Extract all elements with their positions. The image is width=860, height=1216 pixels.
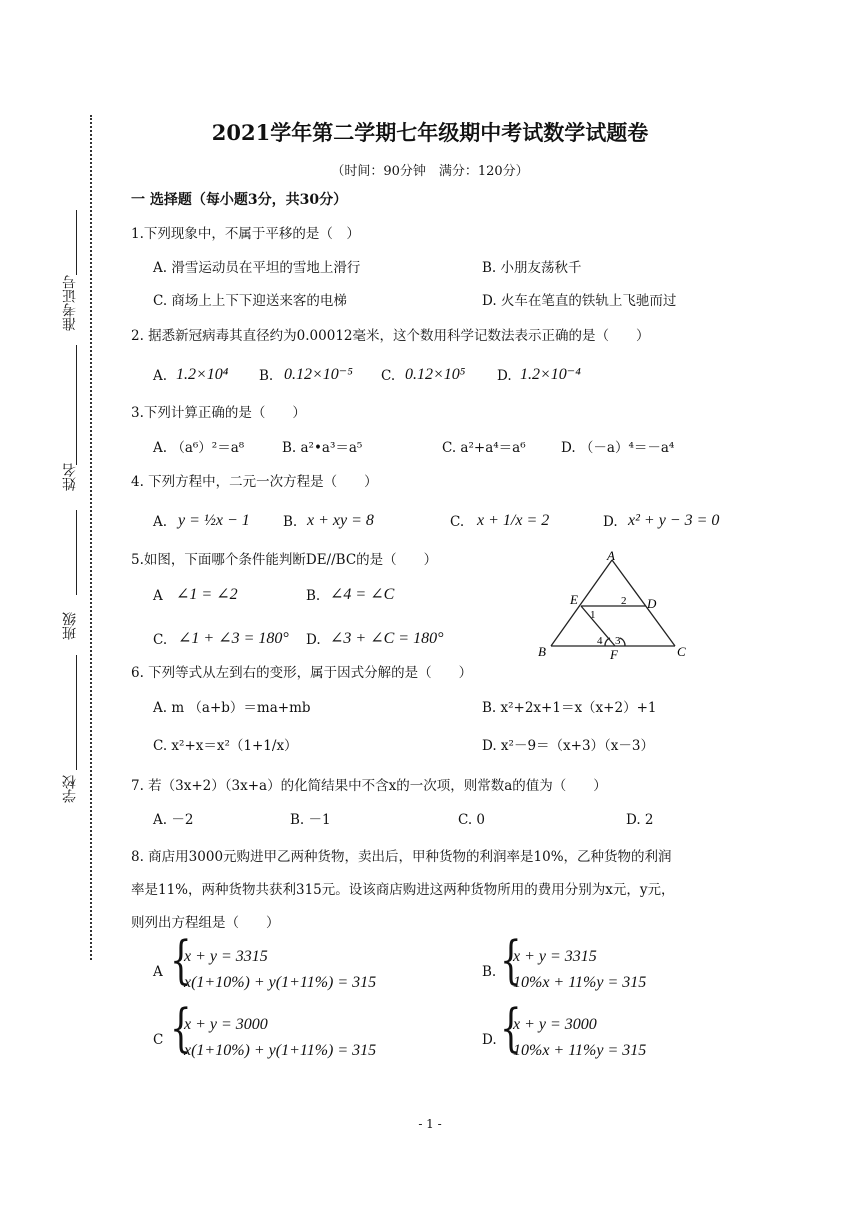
figure-label-b: B bbox=[538, 644, 546, 659]
q7-option-a: A. －2 bbox=[153, 812, 194, 828]
figure-label-f: F bbox=[610, 647, 618, 662]
q7-option-b: B. －1 bbox=[290, 812, 331, 828]
q3-stem: 3.下列计算正确的是（ ） bbox=[131, 405, 306, 421]
q4-option-d: x² + y − 3 = 0 bbox=[628, 512, 720, 529]
q2-option-d: 1.2×10⁻⁴ bbox=[520, 366, 581, 383]
q1-option-b: B. 小朋友荡秋千 bbox=[482, 260, 582, 276]
figure-label-e: E bbox=[570, 592, 578, 607]
q8-option-b-brace: { bbox=[500, 931, 522, 991]
q4-stem: 4. 下列方程中，二元一次方程是（ ） bbox=[131, 474, 378, 490]
q7-option-d: D. 2 bbox=[626, 812, 654, 828]
q8-option-a-eq1: x + y = 3315 bbox=[184, 948, 268, 965]
q8-option-a-label: A bbox=[153, 964, 163, 980]
figure-label-a: A bbox=[607, 550, 615, 563]
q7-option-c: C. 0 bbox=[458, 812, 486, 828]
exam-info: （时间：90分钟 满分：120分） bbox=[331, 164, 529, 179]
q3-option-b: B. a²•a³＝a⁵ bbox=[282, 440, 363, 456]
q2-option-a-label: A. bbox=[153, 368, 168, 384]
q4-option-c: x + 1/x = 2 bbox=[477, 512, 550, 529]
q2-option-c: 0.12×10⁵ bbox=[405, 366, 466, 383]
q5-option-b-label: B. bbox=[306, 588, 321, 604]
q2-option-b-label: B. bbox=[259, 368, 274, 384]
q3-option-c: C. a²+a⁴＝a⁶ bbox=[442, 440, 526, 456]
q8-option-c-brace: { bbox=[170, 999, 192, 1059]
q8-option-c-eq2: x(1+10%) + y(1+11%) = 315 bbox=[184, 1042, 377, 1059]
school-blank-top bbox=[76, 655, 77, 770]
q8-option-d-brace: { bbox=[500, 999, 522, 1059]
figure-angle-2: 2 bbox=[621, 595, 627, 607]
q8-option-d-eq2: 10%x + 11%y = 315 bbox=[513, 1042, 647, 1059]
figure-angle-3: 3 bbox=[615, 635, 621, 647]
q2-option-d-label: D. bbox=[497, 368, 512, 384]
q2-stem: 2. 据悉新冠病毒其直径约为0.00012毫米，这个数用科学记数法表示正确的是（ ） bbox=[131, 328, 650, 344]
q3-option-d: D. （－a）⁴＝－a⁴ bbox=[561, 440, 675, 456]
class-blank-top bbox=[76, 510, 77, 595]
q4-option-b: x + xy = 8 bbox=[307, 512, 374, 529]
q4-option-d-label: D. bbox=[603, 514, 618, 530]
q5-option-d: ∠3 + ∠C = 180° bbox=[330, 630, 444, 647]
q8-option-a-eq2: x(1+10%) + y(1+11%) = 315 bbox=[184, 974, 377, 991]
q8-stem-line1: 8. 商店用3000元购进甲乙两种货物，卖出后，甲种货物的利润率是10%，乙种货物的利润 bbox=[131, 849, 672, 865]
figure-angle-4: 4 bbox=[597, 635, 603, 647]
figure-label-d: D bbox=[647, 596, 657, 611]
q4-option-c-label: C. bbox=[450, 514, 465, 530]
q1-option-a: A. 滑雪运动员在平坦的雪地上滑行 bbox=[153, 260, 361, 276]
q1-option-c: C. 商场上上下下迎送来客的电梯 bbox=[153, 293, 347, 309]
q6-option-d: D. x²－9＝（x+3）（x－3） bbox=[482, 738, 655, 754]
sidebar-label-class: 班级 bbox=[62, 612, 78, 640]
q5-option-c-label: C. bbox=[153, 632, 168, 648]
q2-option-b: 0.12×10⁻⁵ bbox=[284, 366, 353, 383]
q8-option-b-label: B. bbox=[482, 964, 497, 980]
q8-stem-line3: 则列出方程组是（ ） bbox=[131, 915, 280, 931]
name-blank-top bbox=[76, 345, 77, 465]
q6-option-a: A. m （a+b）＝ma+mb bbox=[153, 700, 311, 716]
q1-option-d: D. 火车在笔直的铁轨上飞驰而过 bbox=[482, 293, 677, 309]
q8-option-a-brace: { bbox=[170, 931, 192, 991]
q8-option-b-eq2: 10%x + 11%y = 315 bbox=[513, 974, 647, 991]
q5-stem: 5.如图，下面哪个条件能判断DE//BC的是（ ） bbox=[131, 552, 438, 568]
section-title: 一 选择题（每小题3分，共30分） bbox=[131, 192, 348, 208]
q6-option-c: C. x²+x＝x²（1+1/x） bbox=[153, 738, 298, 754]
q5-option-c: ∠1 + ∠3 = 180° bbox=[178, 630, 289, 647]
q8-option-d-eq1: x + y = 3000 bbox=[513, 1016, 597, 1033]
q5-option-a: ∠1 = ∠2 bbox=[176, 586, 238, 603]
q4-option-b-label: B. bbox=[283, 514, 298, 530]
q1-stem: 1.下列现象中，不属于平移的是（ ） bbox=[131, 226, 360, 242]
q3-option-a: A. （a⁶）²＝a⁸ bbox=[153, 440, 245, 456]
exam-number-blank bbox=[76, 210, 77, 275]
q2-option-a: 1.2×10⁴ bbox=[176, 366, 229, 383]
q5-option-b: ∠4 = ∠C bbox=[330, 586, 395, 603]
q2-option-c-label: C. bbox=[381, 368, 396, 384]
q5-option-d-label: D. bbox=[306, 632, 321, 648]
q6-stem: 6. 下列等式从左到右的变形，属于因式分解的是（ ） bbox=[131, 665, 473, 681]
q8-option-d-label: D. bbox=[482, 1032, 497, 1048]
page-number: - 1 - bbox=[418, 1117, 442, 1131]
sidebar-label-name: 姓名 bbox=[62, 463, 78, 491]
q4-option-a-label: A. bbox=[153, 514, 168, 530]
q5-option-a-label: A bbox=[153, 588, 163, 604]
q8-option-b-eq1: x + y = 3315 bbox=[513, 948, 597, 965]
q8-stem-line2: 率是11%，两种货物共获利315元。设该商店购进这两种货物所用的费用分别为x元，y元， bbox=[131, 882, 675, 898]
sidebar-label-exam-number: 准考证号 bbox=[62, 275, 78, 331]
q5-triangle-figure bbox=[535, 550, 695, 662]
figure-angle-1: 1 bbox=[590, 609, 596, 621]
figure-label-c: C bbox=[677, 644, 686, 659]
q4-option-a: y = ½x − 1 bbox=[178, 512, 250, 529]
sidebar-label-school: 学校 bbox=[62, 775, 78, 803]
q8-option-c-label: C bbox=[153, 1032, 164, 1048]
binding-dotted-line bbox=[90, 115, 92, 960]
q6-option-b: B. x²+2x+1＝x（x+2）+1 bbox=[482, 700, 657, 716]
q7-stem: 7. 若（3x+2）（3x+a）的化简结果中不含x的一次项，则常数a的值为（ ） bbox=[131, 778, 607, 794]
q8-option-c-eq1: x + y = 3000 bbox=[184, 1016, 268, 1033]
page-title: 2021学年第二学期七年级期中考试数学试题卷 bbox=[211, 120, 649, 145]
